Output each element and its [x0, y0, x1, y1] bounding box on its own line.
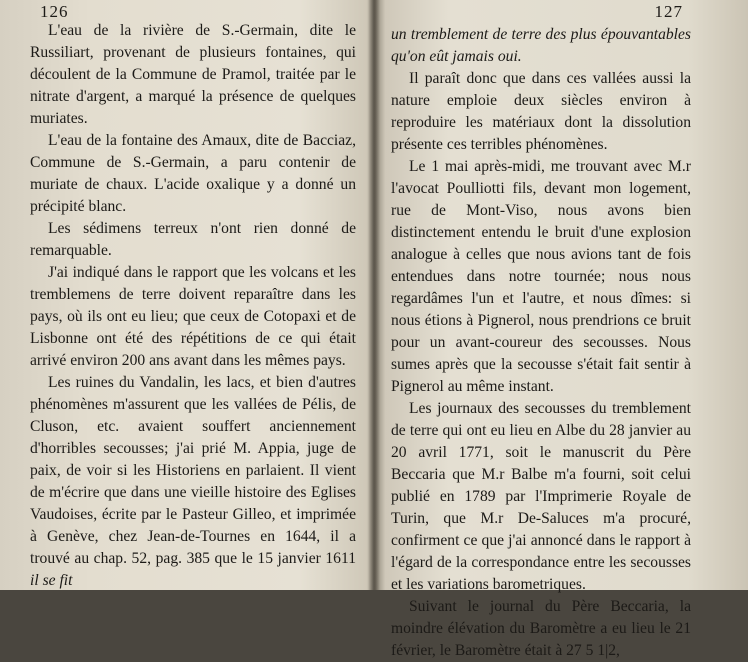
- paragraph: [30, 372, 356, 592]
- right-page-text: [391, 24, 691, 662]
- paragraph: L'eau de la rivière de S.-Germain, dite le Russiliart, provenant de plusieurs fontaines, qui découlent de la Commune de Pramol, traitée par le nitrate d'argent, a marqué la présence de quelques muriates.: [30, 22, 356, 127]
- left-page-text: [30, 20, 356, 592]
- paragraph: Les sédimens terreux n'ont rien donné de remarquable.: [30, 220, 356, 259]
- page-number: 126: [40, 2, 69, 21]
- paragraph: L'eau de la fontaine des Amaux, dite de Bacciaz, Commune de S.-Germain, a paru contenir de muriate de chaux. L'acide oxalique y a donné un précipité blanc.: [30, 132, 356, 215]
- paragraph-continuation: [391, 24, 691, 68]
- italic-text: il se fit: [30, 572, 73, 589]
- italic-text: un tremblement de terre des plus épouvantables qu'on eût jamais oui.: [391, 26, 691, 65]
- page-number: 127: [654, 2, 683, 21]
- right-page: [391, 0, 691, 659]
- paragraph: Le 1 mai après-midi, me trouvant avec M.r l'avocat Poulliotti fils, devant mon logement, rue de Mont-Viso, nous avons bien distinctement entendu le bruit d'une explosion analogue à celles que nous avions tant de fois entendues dans notre tournée; nous nous regardâmes l'un et l'autre, et nous dîmes: si nous étions à Pignerol, nous prendrions ce bruit pour un avant-coureur des secousses. Nous sumes après que la secousse s'était fait sentir à Pignerol au même instant.: [391, 158, 691, 395]
- left-page: [30, 0, 356, 590]
- book-gutter: [368, 0, 380, 590]
- paragraph-text: Les ruines du Vandalin, les lacs, et bien d'autres phénomènes m'assurent que les vallées de Pélis, de Cluson, etc. avaient souffert anciennement d'horribles secousses; j'ai prié M. Appia, juge de paix, de voir si les Historiens en parlaient. Il vient de m'écrire que dans une vieille histoire des Eglises Vaudoises, écrite par le Pasteur Gilleo, et imprimée à Genève, chez Jean-de-Tournes en 1644, il a trouvé au chap. 52, pag. 385 que le 15 janvier 1611: [30, 374, 356, 567]
- paragraph: Suivant le journal du Père Beccaria, la moindre élévation du Baromètre a eu lieu le 21 février, le Baromètre était à 27 5 1|2,: [391, 598, 691, 659]
- paragraph: Il paraît donc que dans ces vallées aussi la nature emploie deux siècles environ à reproduire les matériaux dont la dissolution présente ces terribles phénomènes.: [391, 70, 691, 153]
- paragraph: Les journaux des secousses du tremblement de terre qui ont eu lieu en Albe du 28 janvier au 20 avril 1771, soit le manuscrit du Père Beccaria que M.r Balbe m'a fourni, soit celui publié en 1789 par l'Imprimerie Royale de Turin, que M.r De-Saluces m'a procuré, confirment ce que j'ai annoncé dans le rapport à l'égard de la correspondance entre les secousses et les variations barometriques.: [391, 400, 691, 593]
- paragraph: J'ai indiqué dans le rapport que les volcans et les tremblemens de terre doivent reparaître dans les pays, où ils ont eu lieu; que ceux de Cotopaxi et de Lisbonne ont été des répétitions de ce qui était arrivé environ 200 ans avant dans les mêmes pays.: [30, 264, 356, 369]
